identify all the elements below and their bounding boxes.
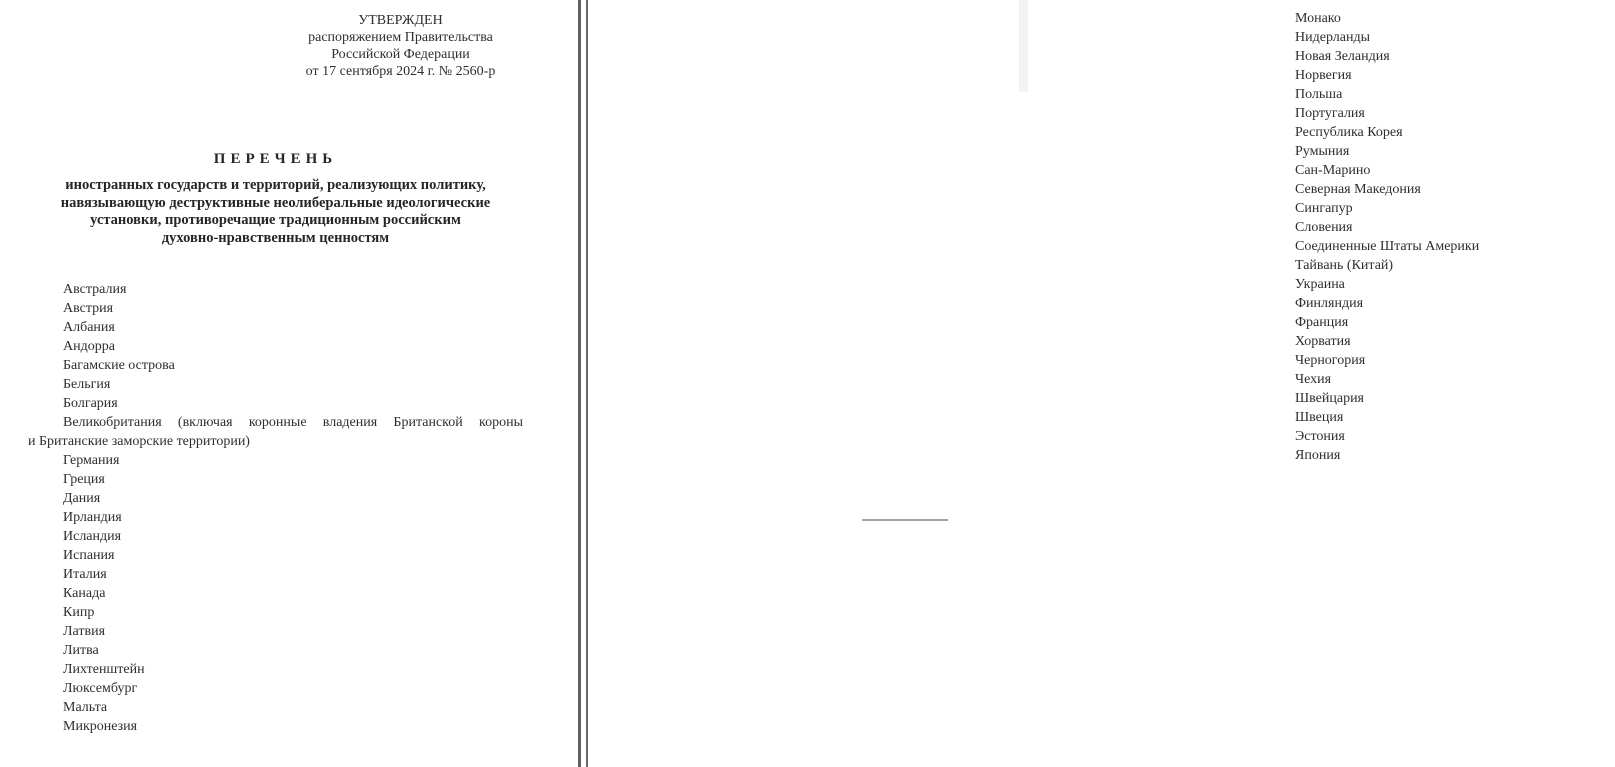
country-item: Черногория <box>1295 353 1366 368</box>
country-item: Республика Корея <box>1295 125 1403 140</box>
country-item: Литва <box>63 643 99 658</box>
approval-line: от 17 сентября 2024 г. № 2560-р <box>305 64 496 79</box>
country-item: Австрия <box>63 301 114 316</box>
country-item: Франция <box>1295 315 1349 330</box>
approval-line: распоряжением Правительства <box>308 30 493 45</box>
page-left <box>0 0 578 767</box>
country-item: Исландия <box>63 529 122 544</box>
approval-line: Российской Федерации <box>331 47 470 62</box>
country-item: Австралия <box>63 282 127 297</box>
country-item: Чехия <box>1295 372 1332 387</box>
country-item-uk-line1: Великобритания (включая коронные владения Британской короны <box>63 415 523 430</box>
country-item: Польша <box>1295 87 1343 102</box>
country-item: Новая Зеландия <box>1295 49 1390 64</box>
country-item: Мальта <box>63 700 108 715</box>
country-item: Португалия <box>1295 106 1365 121</box>
country-item: Финляндия <box>1295 296 1364 311</box>
country-item: Тайвань (Китай) <box>1295 258 1394 273</box>
country-item: Норвегия <box>1295 68 1352 83</box>
country-item: Германия <box>63 453 120 468</box>
country-item: Канада <box>63 586 106 601</box>
country-item: Люксембург <box>63 681 138 696</box>
country-item: Микронезия <box>63 719 138 734</box>
country-list-page2 <box>1295 9 1615 465</box>
country-item: Испания <box>63 548 115 563</box>
page-divider-line-left <box>578 0 581 767</box>
subtitle-line: установки, противоречащие традиционным российским <box>90 212 461 228</box>
country-item: Ирландия <box>63 510 122 525</box>
country-item-uk-line2: и Британские заморские территории) <box>28 434 250 449</box>
country-item: Швейцария <box>1295 391 1364 406</box>
country-list-page1-part1 <box>28 280 523 413</box>
country-item: Монако <box>1295 11 1341 26</box>
document-subtitle <box>28 177 523 247</box>
country-item: Италия <box>63 567 107 582</box>
scan-artifact <box>1019 0 1028 92</box>
approval-block <box>268 12 533 80</box>
country-item: Андорра <box>63 339 115 354</box>
country-item: Греция <box>63 472 105 487</box>
country-item: Украина <box>1295 277 1345 292</box>
document-title: ПЕРЕЧЕНЬ <box>213 151 338 167</box>
country-item: Багамские острова <box>63 358 175 373</box>
subtitle-line: духовно-нравственным ценностям <box>161 229 390 246</box>
country-item: Нидерланды <box>1295 30 1370 45</box>
country-item: Сингапур <box>1295 201 1353 216</box>
country-list-page1-part2 <box>28 451 523 736</box>
page-right <box>592 0 1480 767</box>
page-divider-line-right <box>586 0 589 767</box>
end-of-document-rule <box>862 519 948 521</box>
country-item: Лихтенштейн <box>63 662 145 677</box>
country-item: Албания <box>63 320 115 335</box>
country-item: Хорватия <box>1295 334 1351 349</box>
approval-line: УТВЕРЖДЕН <box>358 13 443 28</box>
country-item: Эстония <box>1295 429 1345 444</box>
country-item: Словения <box>1295 220 1353 235</box>
country-item: Швеция <box>1295 410 1344 425</box>
country-item: Сан-Марино <box>1295 163 1371 178</box>
country-item: Кипр <box>63 605 95 620</box>
country-item: Румыния <box>1295 144 1350 159</box>
country-item: Болгария <box>63 396 118 411</box>
subtitle-line: иностранных государств и территорий, реализующих политику, <box>65 177 486 193</box>
country-item: Латвия <box>63 624 106 639</box>
country-item: Соединенные Штаты Америки <box>1295 239 1480 254</box>
country-list-page1 <box>28 280 523 736</box>
country-item: Япония <box>1295 448 1341 463</box>
country-item: Бельгия <box>63 377 111 392</box>
country-item: Северная Македония <box>1295 182 1421 197</box>
country-item: Дания <box>63 491 101 506</box>
subtitle-line: навязывающую деструктивные неолиберальные идеологические <box>60 194 491 211</box>
